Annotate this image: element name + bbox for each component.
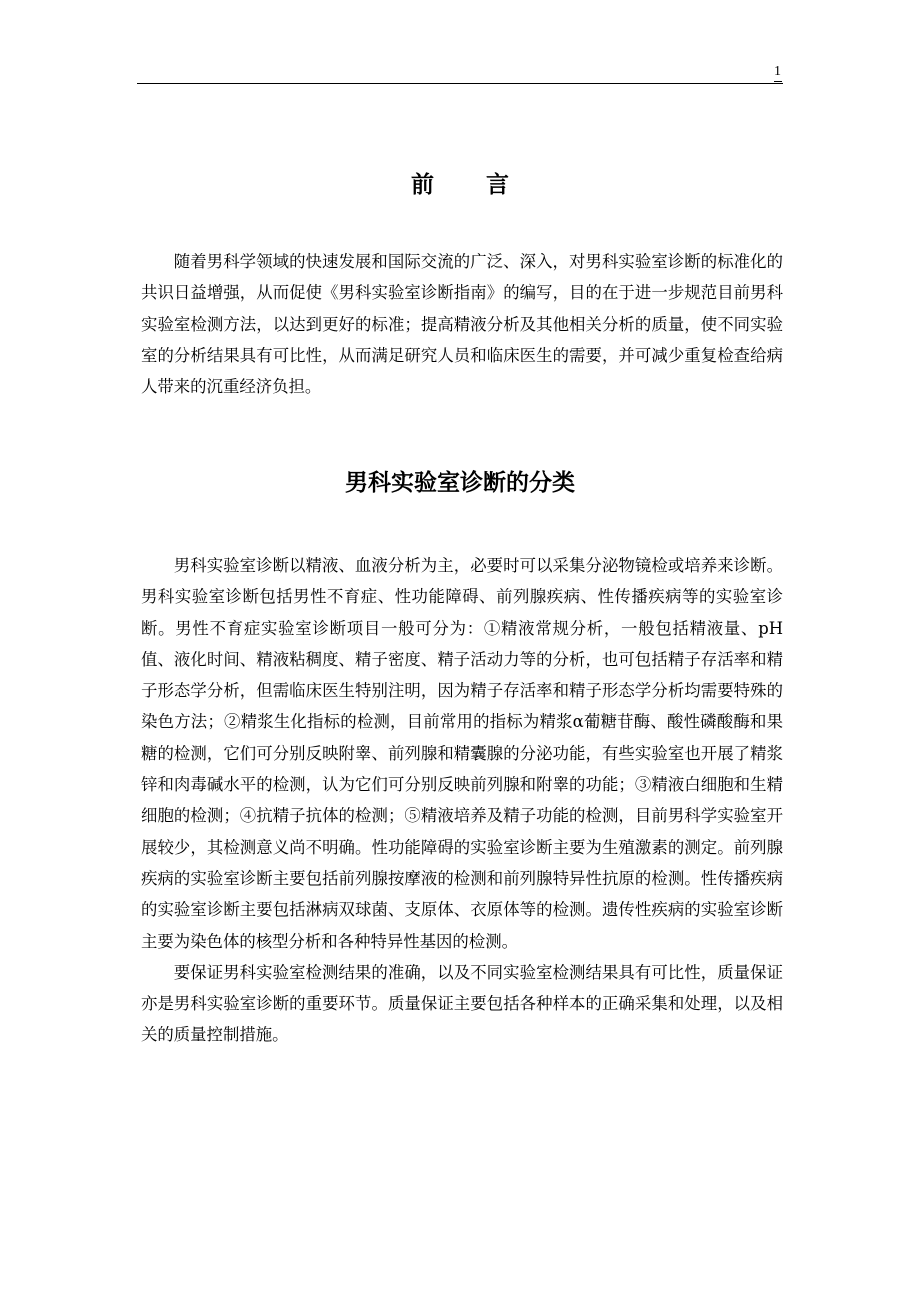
classification-paragraph-2: 要保证男科实验室检测结果的准确，以及不同实验室检测结果具有可比性，质量保证亦是男科实验室诊断的重要环节。质量保证主要包括各种样本的正确采集和处理，以及相关的质量控制措施。 (141, 962, 783, 1045)
header-rule (137, 83, 783, 84)
page-number-underline (774, 81, 782, 82)
classification-paragraph-1: 男科实验室诊断以精液、血液分析为主，必要时可以采集分泌物镜检或培养来诊断。男科实验室诊断包括男性不育症、性功能障碍、前列腺疾病、性传播疾病等的实验室诊断。男性不育症实验室诊断项目一般可分为：①精液常规分析，一般包括精液量、pH值、液化时间、精液粘稠度、精子密度、精子活动力等的分析，也可包括精子存活率和精子形态学分析，但需临床医生特别注明，因为精子存活率和精子形态学分析均需要特殊的染色方法；②精浆生化指标的检测，目前常用的指标为精浆α葡糖苷酶、酸性磷酸酶和果糖的检测，它们可分别反映附睾、前列腺和精囊腺的分泌功能，有些实验室也开展了精浆锌和肉毒碱水平的检测，认为它们可分别反映前列腺和附睾的功能；③精液白细胞和生精细胞的检测；④抗精子抗体的检测；⑤精液培养及精子功能的检测，目前男科学实验室开展较少，其检测意义尚不明确。性功能障碍的实验室诊断主要为生殖激素的测定。前列腺疾病的实验室诊断主要包括前列腺按摩液的检测和前列腺特异性抗原的检测。性传播疾病的实验室诊断主要包括淋病双球菌、支原体、衣原体等的检测。遗传性疾病的实验室诊断主要为染色体的核型分析和各种特异性基因的检测。 (141, 556, 783, 951)
preface-body (141, 246, 783, 402)
classification-body (141, 550, 783, 1051)
classification-title: 男科实验室诊断的分类 (345, 470, 575, 496)
preface-title: 前 言 (410, 172, 531, 198)
page-number: 1 (774, 64, 781, 79)
preface-paragraph: 随着男科学领域的快速发展和国际交流的广泛、深入，对男科实验室诊断的标准化的共识日益增强，从而促使《男科实验室诊断指南》的编写，目的在于进一步规范目前男科实验室检测方法，以达到更好的标准；提高精液分析及其他相关分析的质量，使不同实验室的分析结果具有可比性，从而满足研究人员和临床医生的需要，并可减少重复检查给病人带来的沉重经济负担。 (141, 252, 783, 397)
